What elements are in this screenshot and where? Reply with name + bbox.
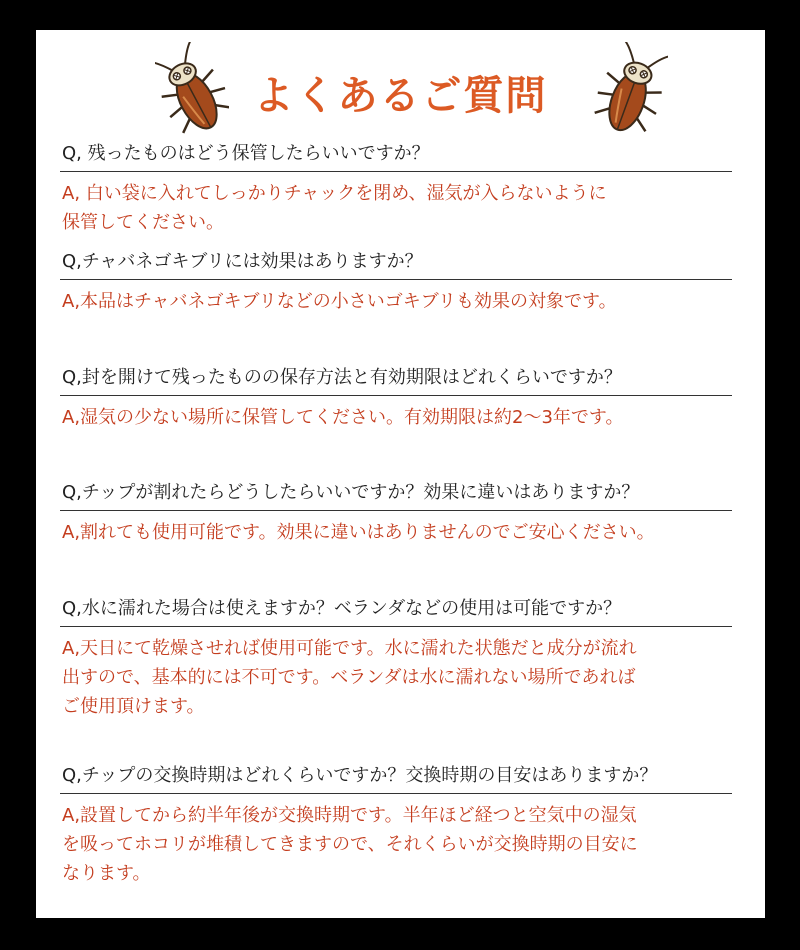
faq-answer-line: A,本品はチャバネゴキブリなどの小さいゴキブリも効果の対象です。: [62, 291, 617, 312]
faq-answer-line: 出すので、基本的には不可です。ベランダは水に濡れない場所であれば: [62, 667, 636, 688]
faq-question: Q,チップが割れたらどうしたらいいですか？効果に違いはありますか？: [62, 482, 640, 503]
faq-item: [60, 481, 740, 547]
faq-answer-line: ご使用頂けます。: [62, 696, 205, 717]
faq-answer-line: A,湿気の少ない場所に保管してください。有効期限は約2～3年です。: [62, 407, 624, 428]
faq-question: Q,封を開けて残ったものの保存方法と有効期限はどれくらいですか？: [62, 367, 622, 388]
faq-answer-line: A,割れても使用可能です。効果に違いはありませんのでご安心ください。: [62, 522, 655, 543]
faq-card: [36, 30, 765, 918]
faq-header: [36, 30, 765, 150]
faq-answer-line: A, 白い袋に入れてしっかりチャックを閉め、湿気が入らないように: [62, 183, 607, 204]
faq-answer-line: A,設置してから約半年後が交換時期です。半年ほど経つと空気中の湿気: [62, 805, 637, 826]
divider: [60, 171, 732, 172]
faq-answer-line: 保管してください。: [62, 212, 224, 233]
faq-question: Q,チップの交換時期はどれくらいですか？交換時期の目安はありますか？: [62, 765, 658, 786]
faq-answer-line: A,天日にて乾燥させれば使用可能です。水に濡れた状態だと成分が流れ: [62, 638, 637, 659]
divider: [60, 395, 732, 396]
cockroach-icon: [594, 42, 668, 142]
divider: [60, 510, 732, 511]
faq-item: [60, 250, 740, 316]
faq-item: [60, 142, 740, 237]
faq-item: [60, 366, 740, 432]
divider: [60, 279, 732, 280]
faq-answer-line: を吸ってホコリが堆積してきますので、それくらいが交換時期の目安に: [62, 834, 638, 855]
faq-question: Q, 残ったものはどう保管したらいいですか？: [62, 143, 430, 164]
faq-answer-line: なります。: [62, 863, 151, 884]
divider: [60, 626, 732, 627]
page-title: よくあるご質問: [253, 73, 548, 119]
faq-item: [60, 597, 740, 721]
faq-item: [60, 764, 740, 888]
faq-question: Q,チャバネゴキブリには効果はありますか？: [62, 251, 423, 272]
divider: [60, 793, 732, 794]
faq-question: Q,水に濡れた場合は使えますか？ベランダなどの使用は可能ですか？: [62, 598, 622, 619]
